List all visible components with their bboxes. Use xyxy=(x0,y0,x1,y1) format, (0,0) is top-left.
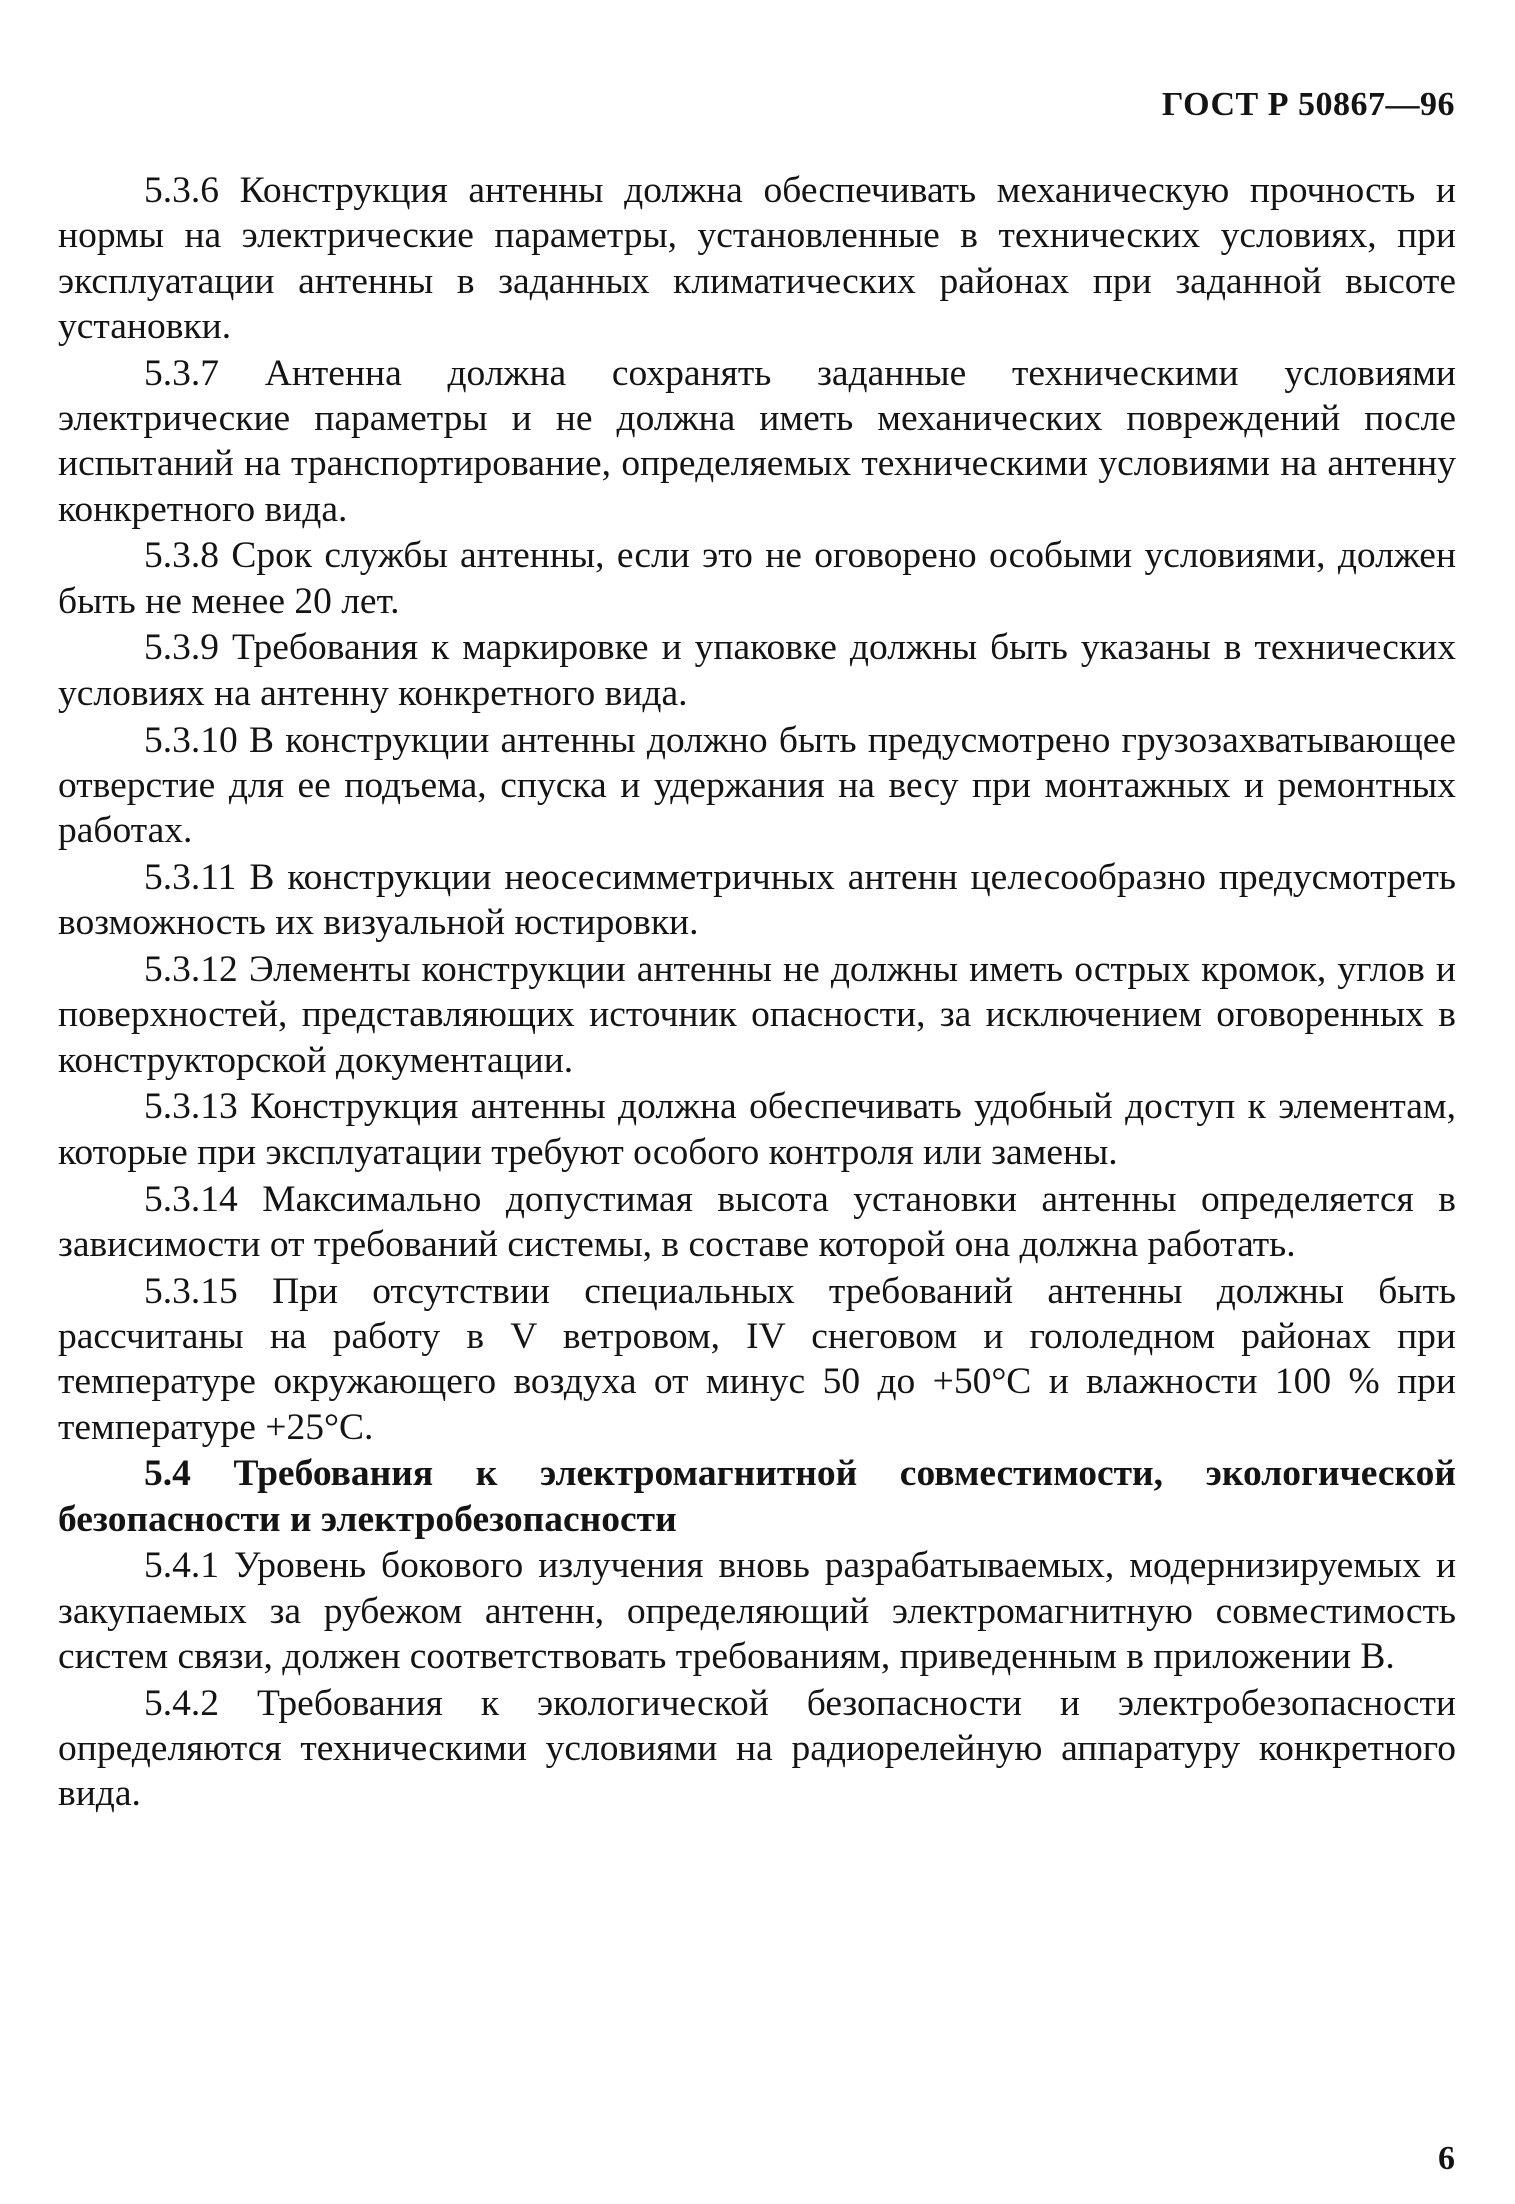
paragraph-number: 5.3.7 xyxy=(144,352,219,394)
paragraph-text: В конструкции неосесимметричных антенн целесообразно предусмотреть возможность их визуальной юстировки. xyxy=(58,856,1457,944)
paragraph-5-3-14 xyxy=(58,1177,1456,1268)
paragraph-text: Максимально допустимая высота установки антенны определяется в зависимости от требований системы, в составе которой она должна работать. xyxy=(58,1178,1456,1265)
paragraph-number: 5.3.6 xyxy=(144,170,219,211)
section-title: Требования к электромагнитной совместимости, экологической безопасности и электробезопасности xyxy=(58,1453,1457,1540)
paragraph-number: 5.3.9 xyxy=(144,627,219,669)
paragraph-number: 5.3.8 xyxy=(144,535,219,577)
paragraph-5-3-7 xyxy=(58,351,1456,532)
paragraph-number: 5.3.11 xyxy=(144,856,237,898)
paragraph-number: 5.4.2 xyxy=(144,1682,219,1724)
paragraph-text: Требования к маркировке и упаковке должны быть указаны в технических условиях на антенну конкретного вида. xyxy=(58,627,1456,714)
paragraph-number: 5.3.10 xyxy=(144,719,238,761)
paragraph-text: Элементы конструкции антенны не должны иметь острых кромок, углов и поверхностей, представляющих источник опасности, за исключением оговоренных в конструкторской документации. xyxy=(58,949,1456,1081)
document-body xyxy=(58,168,1456,1818)
paragraph-text: В конструкции антенны должно быть предусмотрено грузозахватывающее отверстие для ее подъема, спуска и удержания на весу при монтажных и ремонтных работах. xyxy=(58,719,1456,852)
paragraph-text: При отсутствии специальных требований антенны должны быть рассчитаны на работу в V ветровом, IV снеговом и гололедном районах при температуре окружающего воздуха от минус 50 до +50°С и влажности 100 % при температуре +25°С. xyxy=(58,1270,1456,1448)
paragraph-number: 5.4.1 xyxy=(144,1545,219,1587)
paragraph-text: Срок службы антенны, если это не оговорено особыми условиями, должен быть не менее 20 лет. xyxy=(58,535,1457,622)
paragraph-5-3-15 xyxy=(58,1269,1456,1450)
section-heading-5-4 xyxy=(58,1451,1456,1542)
document-code-header: ГОСТ Р 50867—96 xyxy=(1161,86,1455,123)
paragraph-5-4-1 xyxy=(58,1543,1456,1679)
paragraph-text: Антенна должна сохранять заданные техническими условиями электрические параметры и не должна иметь механических повреждений после испытаний на транспортирование, определяемых техническими условиями на антенну конкретного вида. xyxy=(58,352,1457,530)
paragraph-5-3-13 xyxy=(58,1084,1456,1175)
paragraph-5-3-11 xyxy=(58,855,1456,946)
paragraph-text: Требования к экологической безопасности и электробезопасности определяются техническими условиями на радиорелейную аппаратуру конкретного вида. xyxy=(58,1682,1457,1815)
paragraph-5-3-9 xyxy=(58,625,1456,716)
paragraph-number: 5.3.12 xyxy=(144,949,238,991)
paragraph-text: Конструкция антенны должна обеспечивать механическую прочность и нормы на электрические параметры, установленные в технических условиях, при эксплуатации антенны в заданных климатических районах при заданной высоте установки. xyxy=(58,170,1456,347)
paragraph-5-3-8 xyxy=(58,533,1456,624)
page-number: 6 xyxy=(1438,2140,1455,2177)
paragraph-5-3-6 xyxy=(58,168,1456,349)
paragraph-5-3-10 xyxy=(58,718,1456,854)
paragraph-5-4-2 xyxy=(58,1681,1456,1817)
paragraph-number: 5.3.14 xyxy=(144,1178,238,1220)
paragraph-text: Уровень бокового излучения вновь разрабатываемых, модернизируемых и закупаемых за рубежом антенн, определяющий электромагнитную совместимость систем связи, должен соответствовать требованиям, приведенным в приложении В. xyxy=(58,1545,1457,1677)
paragraph-text: Конструкция антенны должна обеспечивать удобный доступ к элементам, которые при эксплуатации требуют особого контроля или замены. xyxy=(58,1086,1457,1173)
paragraph-number: 5.3.13 xyxy=(144,1086,238,1128)
section-number: 5.4 xyxy=(144,1453,191,1495)
paragraph-number: 5.3.15 xyxy=(144,1270,238,1312)
paragraph-5-3-12 xyxy=(58,947,1456,1083)
